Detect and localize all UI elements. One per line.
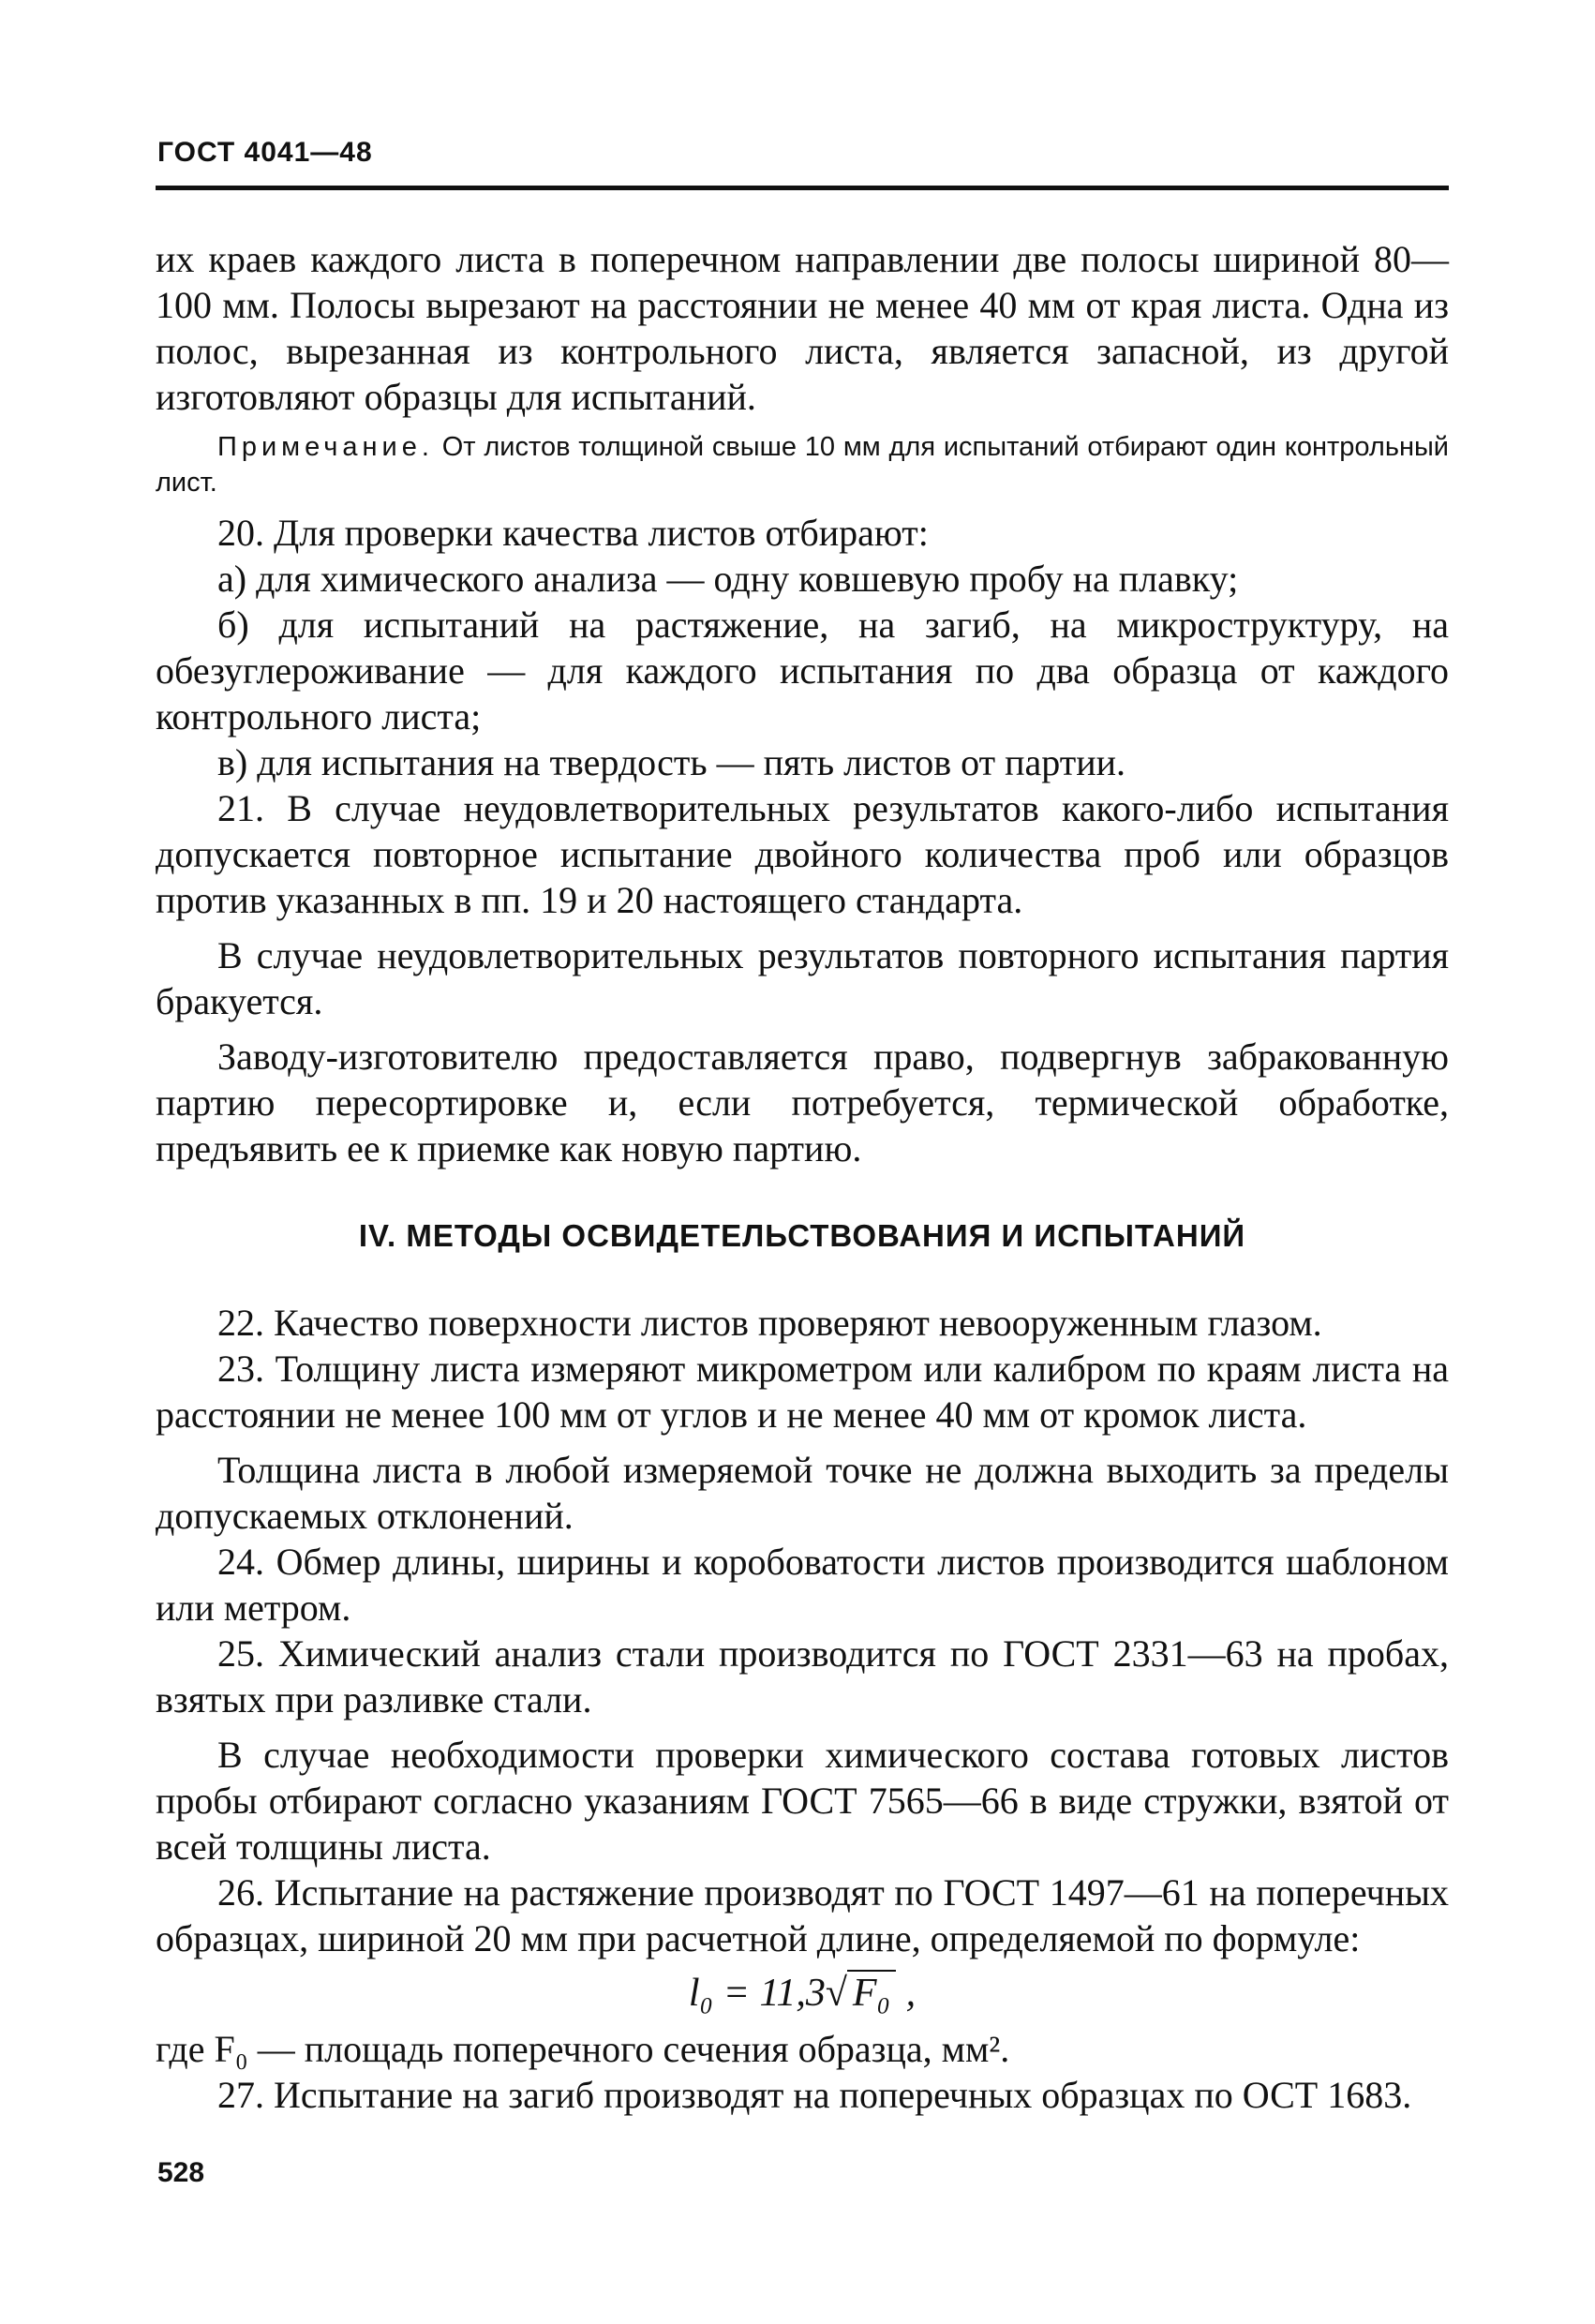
paragraph-23-cont: Толщина листа в любой измеряемой точке не должна выходить за пределы допускаемых отклонений. (156, 1449, 1449, 1537)
paragraph-20a: а) для химического анализа — одну ковшевую пробу на плавку; (217, 558, 1239, 600)
page-header: ГОСТ 4041—48 (157, 137, 373, 168)
paragraph-25-cont: В случае необходимости проверки химического состава готовых листов пробы отбирают согласно указаниям ГОСТ 7565—66 в виде стружки, взятой от всей толщины листа. (156, 1734, 1449, 1868)
note-text: От листов толщиной свыше 10 мм для испытаний отбирают один контрольный лист. (156, 432, 1450, 498)
paragraph-24: 24. Обмер длины, ширины и коробоватости листов производится шаблоном или метром. (156, 1541, 1449, 1629)
page-number: 528 (157, 2157, 205, 2188)
paragraph-21: 21. В случае неудовлетворительных результатов какого-либо испытания допускается повторное испытание двойного количества проб или образцов против указанных в пп. 19 и 20 настоящего стандарта. (156, 787, 1449, 921)
formula-legend: где F₀ — площадь поперечного сечения образца, мм². (156, 2028, 1010, 2070)
formula (156, 1971, 1449, 2017)
header-rule (156, 186, 1449, 190)
paragraph-21-cont: В случае неудовлетворительных результатов повторного испытания партия бракуется. (156, 934, 1449, 1022)
note (156, 429, 1449, 500)
paragraph-27: 27. Испытание на загиб производят на поперечных образцах по ОСТ 1683. (217, 2074, 1412, 2116)
formula-lhs: l₀ = 11,3√ (688, 1972, 847, 2015)
section-heading: IV. МЕТОДЫ ОСВИДЕТЕЛЬСТВОВАНИЯ И ИСПЫТАНИЙ (358, 1218, 1246, 1253)
note-label: Примечание. (217, 432, 434, 462)
paragraph-21-right: Заводу-изготовителю предоставляется право, подвергнув забракованную партию пересортировке и, если потребуется, термической обработке, предъявить ее к приемке как новую партию. (156, 1035, 1449, 1169)
paragraph-20v: в) для испытания на твердость — пять листов от партии. (217, 741, 1126, 783)
paragraph-continued: их краев каждого листа в поперечном направлении две полосы шириной 80—100 мм. Полосы вырезают на расстоянии не менее 40 мм от края листа. Одна из полос, вырезанная из контрольного листа, является запасной, из другой изготовляют образцы для испытаний. (156, 238, 1449, 418)
document-body (156, 236, 1449, 2118)
paragraph-20b: б) для испытаний на растяжение, на загиб, на микроструктуру, на обезуглероживание — для каждого испытания по два образца от каждого контрольного листа; (156, 603, 1449, 737)
paragraph-22: 22. Качество поверхности листов проверяют невооруженным глазом. (217, 1302, 1322, 1344)
formula-trail: , (896, 1972, 917, 2015)
paragraph-23: 23. Толщину листа измеряют микрометром или калибром по краям листа на расстоянии не менее 100 мм от углов и не менее 40 мм от кромок листа. (156, 1348, 1449, 1436)
paragraph-20: 20. Для проверки качества листов отбирают: (217, 512, 929, 554)
formula-radicand: F₀ (847, 1970, 896, 2015)
paragraph-25: 25. Химический анализ стали производится по ГОСТ 2331—63 на пробах, взятых при разливке стали. (156, 1632, 1449, 1721)
paragraph-26: 26. Испытание на растяжение производят по ГОСТ 1497—61 на поперечных образцах, шириной 20 мм при расчетной длине, определяемой по формуле: (156, 1871, 1449, 1959)
